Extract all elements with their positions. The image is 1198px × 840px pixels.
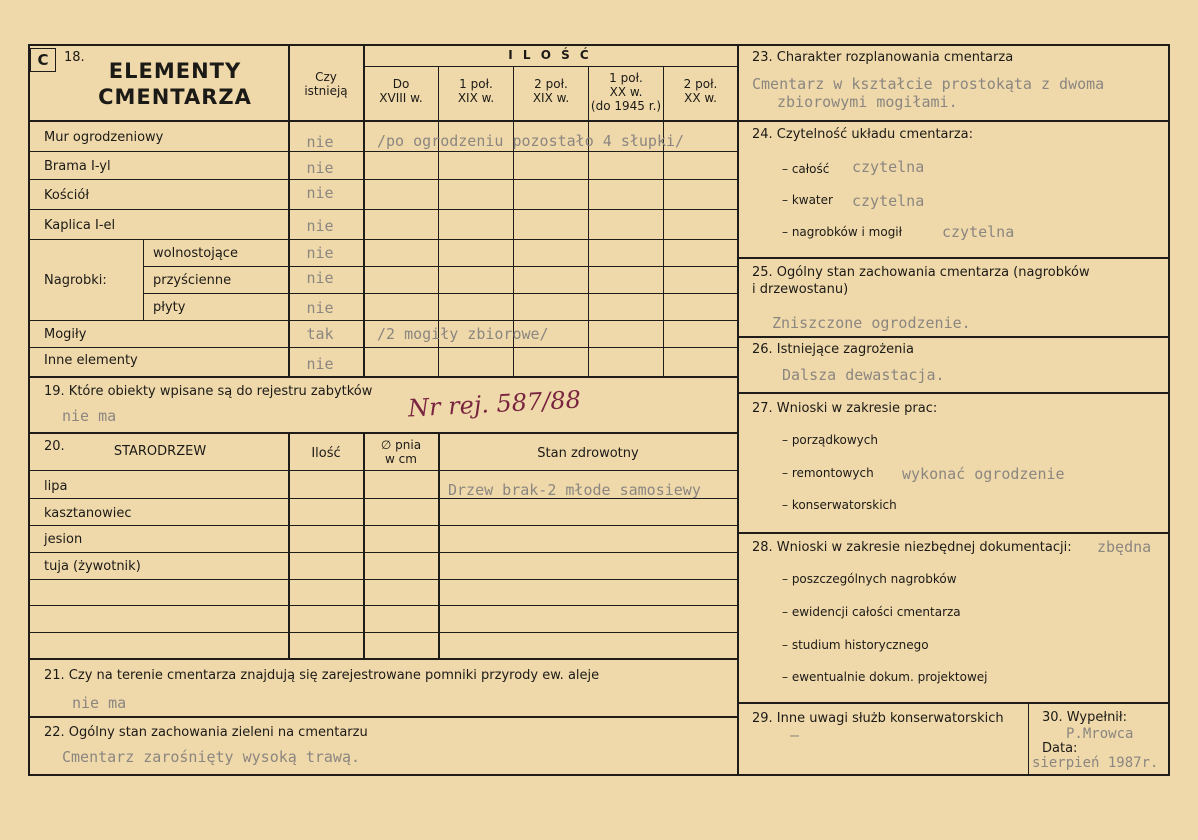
row-line (143, 293, 737, 294)
row-line (28, 552, 737, 553)
row-label-brama: Brama I-yl (44, 159, 111, 174)
row-label-kaplica: Kaplica I-el (44, 218, 116, 233)
row-label-wolnostojace: wolnostojące (153, 246, 238, 261)
row-line (28, 579, 737, 580)
section30-name: P.Mrowca (1066, 726, 1134, 742)
section24-value-kwater: czytelna (852, 192, 925, 210)
section25-bottom (737, 336, 1170, 338)
section23-value-l1: Cmentarz w kształcie prostokąta z dwoma (752, 75, 1105, 93)
row-line (28, 347, 737, 348)
section18-title-line1: ELEMENTY (108, 59, 242, 83)
frame-top (28, 44, 1170, 46)
section27-bottom (737, 532, 1170, 534)
row-line (143, 266, 737, 267)
frame-left (28, 44, 30, 776)
row-label-plyty: płyty (153, 300, 186, 315)
section29-label: 29. Inne uwagi służb konserwatorskich (752, 711, 1004, 726)
section28-item-0: – poszczególnych nagrobków (782, 572, 957, 586)
section19-bottom (28, 432, 737, 434)
handwritten-register-number: Nr rej. 587/88 (407, 385, 582, 423)
tree-kasztanowiec: kasztanowiec (44, 506, 132, 521)
col-health-header: Stan zdrowotny (537, 446, 639, 461)
section28-item-2: – studium historycznego (782, 638, 929, 652)
section28-value: zbędna (1097, 538, 1152, 556)
section26-bottom (737, 392, 1170, 394)
frame-right (1168, 44, 1170, 776)
nagrobki-divider (143, 239, 144, 320)
header-bottom (28, 120, 737, 122)
section27-item-porzadkowe: – porządkowych (782, 433, 878, 447)
section27-label: 27. Wnioski w zakresie prac: (752, 401, 938, 416)
row-label-mur: Mur ogrodzeniowy (44, 130, 164, 145)
note-mogily: /2 mogiły zbiorowe/ (377, 325, 549, 343)
section28-bottom (737, 702, 1170, 704)
exists-inne: nie (306, 355, 334, 373)
col-line (363, 433, 365, 659)
tree-lipa: lipa (44, 479, 68, 494)
col-line (438, 433, 440, 659)
period-3-l2: XX w. (609, 85, 643, 99)
exists-mur: nie (306, 133, 334, 151)
row-line (28, 179, 737, 180)
section18-title-line2: CMENTARZA (98, 85, 252, 109)
health-note: Drzew brak-2 młode samosiewy (448, 481, 701, 499)
note-mur: /po ogrodzeniu pozostało 4 słupki/ (377, 132, 685, 150)
section30-date-label: Data: (1042, 741, 1078, 756)
col-exists-header-l2: istnieją (304, 84, 348, 98)
section25-label-l1: 25. Ogólny stan zachowania cmentarza (nagrobków (752, 265, 1090, 280)
section28-label: 28. Wnioski w zakresie niezbędnej dokumentacji: (752, 540, 1072, 555)
section19-value: nie ma (62, 407, 117, 425)
ilosc-underline (363, 66, 737, 67)
tree-tuja: tuja (żywotnik) (44, 559, 141, 574)
period-0-l1: Do (392, 77, 410, 91)
exists-brama: nie (306, 159, 334, 177)
section27-item-konserwatorskie: – konserwatorskich (782, 498, 897, 512)
period-2-l2: XIX w. (532, 91, 570, 105)
period-3-l3: (do 1945 r.) (590, 99, 662, 113)
row-label-kosciol: Kościół (44, 188, 90, 203)
section21-bottom (28, 716, 737, 718)
section22-label: 22. Ogólny stan zachowania zieleni na cmentarzu (44, 725, 368, 740)
section23-value-l2: zbiorowymi mogiłami. (777, 93, 958, 111)
col-diam-header-l2: w cm (385, 452, 417, 466)
section25-label-l2: i drzewostanu) (752, 282, 849, 297)
column-divider (737, 44, 739, 776)
section24-label: 24. Czytelność układu cmentarza: (752, 127, 974, 142)
row-line (28, 209, 737, 210)
row-label-przyscienne: przyścienne (153, 273, 232, 288)
section27-value-remontowe: wykonać ogrodzenie (902, 465, 1065, 483)
section24-value-calosc: czytelna (852, 158, 925, 176)
section24-item-nagrobki: – nagrobków i mogił (782, 225, 903, 239)
row-line (28, 605, 737, 606)
section30-label: 30. Wypełnił: (1042, 710, 1127, 725)
row-line (28, 525, 737, 526)
section20-bottom (28, 658, 737, 660)
period-1-l2: XIX w. (457, 91, 495, 105)
exists-przyscienne: nie (306, 269, 334, 287)
period-2-l1: 2 poł. (534, 77, 568, 91)
period-4-l1: 2 poł. (683, 77, 718, 91)
section18-bottom (28, 376, 737, 378)
col-diam-header-l1: ∅ pnia (380, 438, 422, 452)
section24-value-nagrobki: czytelna (942, 223, 1015, 241)
section21-label: 21. Czy na terenie cmentarza znajdują się zarejestrowane pomniki przyrody ew. aleje (44, 668, 600, 683)
row-line (28, 632, 737, 633)
exists-wolnostojace: nie (306, 244, 334, 262)
nagrobki-label: Nagrobki: (44, 273, 107, 288)
section27-item-remontowe: – remontowych (782, 466, 874, 480)
frame-bottom (28, 774, 1170, 776)
header-bottom (28, 470, 737, 471)
section19-label: 19. Które obiekty wpisane są do rejestru zabytków (44, 384, 373, 399)
period-1-l1: 1 poł. (459, 77, 493, 91)
row-line (28, 320, 737, 321)
section26-label: 26. Istniejące zagrożenia (752, 342, 914, 357)
section30-date: sierpień 1987r. (1032, 755, 1159, 771)
col-line (663, 66, 664, 377)
section23-label: 23. Charakter rozplanowania cmentarza (752, 50, 1014, 65)
section24-bottom (737, 257, 1170, 259)
section25-value: Zniszczone ogrodzenie. (772, 314, 971, 332)
section29-30-divider (1028, 703, 1029, 775)
exists-kosciol: nie (306, 184, 334, 202)
col-exists-header-l1: Czy (315, 70, 337, 84)
section21-value: nie ma (72, 694, 127, 712)
section28-item-1: – ewidencji całości cmentarza (782, 605, 961, 619)
exists-plyty: nie (306, 299, 334, 317)
row-label-mogily: Mogiły (44, 327, 87, 342)
col-line (288, 433, 290, 659)
section22-value: Cmentarz zarośnięty wysoką trawą. (62, 748, 361, 766)
tree-jesion: jesion (44, 532, 83, 547)
card-letter-box: C (30, 48, 56, 72)
section24-item-kwater: – kwater (782, 193, 833, 207)
section20-number: 20. (44, 439, 65, 454)
section23-bottom (737, 120, 1170, 122)
section26-value: Dalsza dewastacja. (782, 366, 945, 384)
ilosc-header: I L O Ś Ć (508, 48, 592, 62)
period-3-l1: 1 poł. (609, 71, 643, 85)
row-line (28, 151, 737, 152)
exists-kaplica: nie (306, 217, 334, 235)
col-qty-header: Ilość (311, 446, 341, 461)
row-line (28, 239, 737, 240)
period-0-l2: XVIII w. (379, 91, 423, 105)
period-4-l2: XX w. (684, 91, 717, 105)
section28-item-3: – ewentualnie dokum. projektowej (782, 670, 988, 684)
section18-number: 18. (64, 50, 85, 65)
section29-value: – (790, 726, 800, 744)
row-label-inne: Inne elementy (44, 353, 138, 368)
exists-mogily: tak (306, 325, 334, 343)
section20-title: STARODRZEW (113, 444, 207, 459)
section24-item-calosc: – całość (782, 162, 830, 176)
